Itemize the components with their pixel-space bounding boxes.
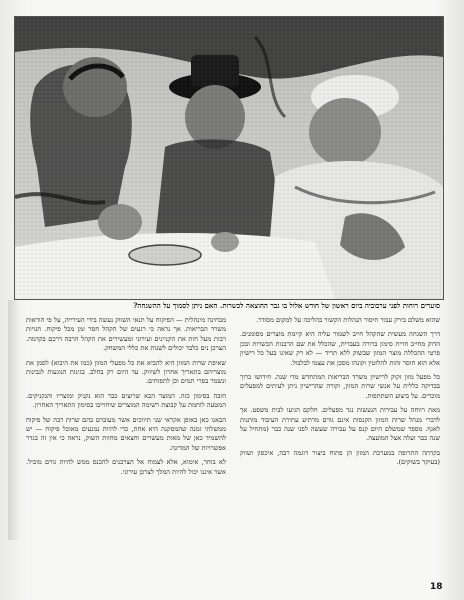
photo-caption: סוערים רוחות לפני ערבוביה ביום ראשון של חודש אלול בו גבר ההוצאה לכשרות. האם ניתן לסמוך על ההשגחה? <box>133 301 440 310</box>
photo <box>14 16 444 300</box>
paragraph: בקרתה התרופה במערכת המזון הן פתוח ביצור דוגמה רבה, איכסון ושווק (בעיקר בשוקים). <box>240 448 440 467</box>
paragraph: חובה בסימון כזה. המוצר הבא שרוצים כבר הוא נקניק ומוצריו והנקניקים. המטעה לוחמת על קבוצת רשימה המוצרים שיחוייבו בסימון התאריך האחרון. <box>26 391 226 410</box>
paragraph: שהוא משלם בירק עבור חיסור הנהלות הקשור בהליכה על למקום מסודר. <box>256 316 440 324</box>
page-number: 18 <box>430 582 443 592</box>
paragraph: שאיפת שרות המזון היא להביא את כל מפעלי המזון (כמו את היבוא) לסמן את מוצריהם בתאריך אחרון לשיווק. עד היום רק בחלב. בגינות הנוגעות לגבינות ונשמר בפרי תמים וכן לתפוחים. <box>26 358 226 386</box>
paragraph: דרך השגחה מעשית שהקהל חייב לשמור עליה היא קיימת מוצרים מסומנים. הדוק מחייב חרית סימון ברורה בעברית, שהכלל את שם הרבנות הכשרות ובכן פרטי ההכללה מוצר המזון שבשוק ללא תריד — לא רק שאינו בעל כל רישיון אלא הוא חוסר זהות להלוטין וקונהו מסכן את עצמו לבלבול. <box>240 330 440 367</box>
paragraph: כל מפעל מזון זקוק לרישיון משרד הבריאות המתחדש מדי שנה. חידושו כרוך בבדיקה כללית על אנשי שרות המזון, וקורה שהרישיון ניתן לעיתים למפעלים מוכרים. על ביצוע השתתפות. <box>240 373 440 400</box>
paragraph: לא בוחר, אימוא, אלא לצמוח אל הצרכנים להכנס ממש להיות גורם מוביל. אשר איננו יכול להיות המלך לצרכן עירוני. <box>26 458 226 476</box>
paragraph: מבחינה מינהלית — הפיקוח על תנאי השווק נעשה בידי העירייה, על פי הוראות משרד הבריאות. אך נראה כי רגעים של הקהל חסר זמן מכל פיקוח. חנויות רבות מעל חות את הקניינים ועירוני ומעשירים את הקהל הרבה דרכם בקדמה. הצרכן נים כלבד יכולים לשנות את כללי המשחק. <box>26 316 226 353</box>
scan-shadow <box>8 300 20 540</box>
photo-illustration <box>15 17 443 299</box>
paragraph: הבאנו כאן באופן אקראי שני תיווכים אשר מעוברם בהם שרות רבה של פיקוח ממשלתי זמנה שהמסקנה היא אחת, כדי להיות נמנעים מאוכל פיקוח — יש להשמיד כאן של מאות מעשרים וחצאים מחוות השוק, נראה כי אין זה בגדר אפשרויות של המדינה. <box>26 415 226 452</box>
article-column-right <box>240 316 440 580</box>
paragraph: מאת רווחה על עבירות הנעשות נגד מפעלים. חלקם הגיעו לבית משפט. אך לדברי מנהל שרות המזון הקנסות אינם גורם מרתיע עתירת העיבוד מותנות לאגף. מספר שמשלם היום קנס על עבירה שעשה לפני שנה כבר (מתחיל על שנה כבר ועלה אצל המועצה. <box>240 406 440 443</box>
article-column-left <box>26 316 226 580</box>
